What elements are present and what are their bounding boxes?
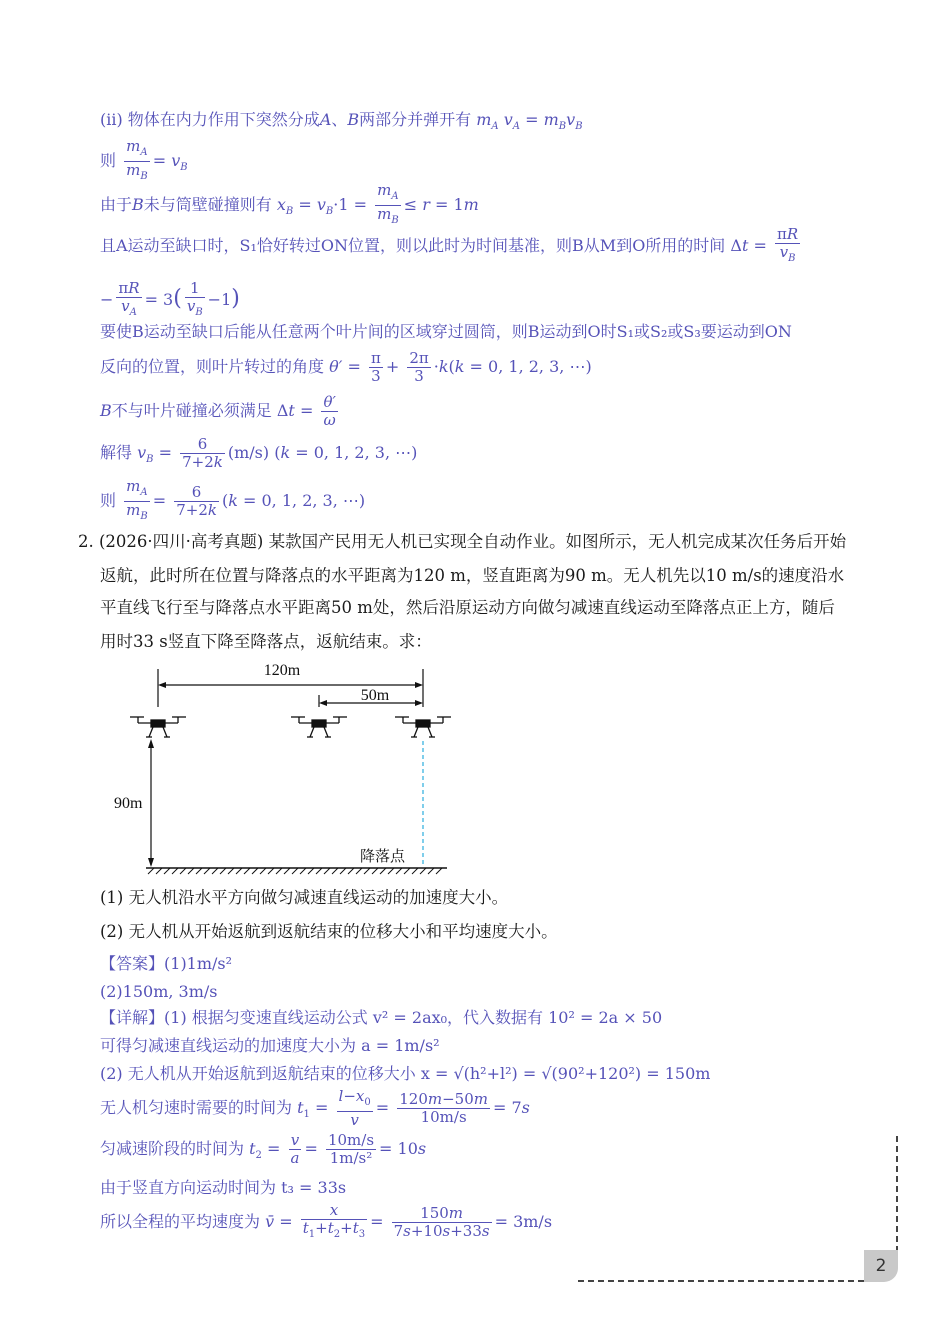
prev-solution-line-3: 由于B未与筒壁碰撞则有 $x_B = v_B\cdot 1$ = $\frac{m_A}{m_B}$ ≤ r = 1m — [100, 181, 479, 226]
prev-solution-line-4: 且A运动至缺口时，S₁恰好转过ON位置，则以此时为时间基准，则B从M到O所用的时间 Δt = $\frac{\pi R}{v_B}$ — [100, 225, 799, 264]
prev-solution-line-2: 则 $\frac{m_A}{m_B}$ = $v_B$ — [100, 137, 188, 182]
problem-line-3: 平直线飞行至与降落点水平距离50 m处，然后沿原运动方向做匀减速直线运动至降落点正上方，随后 — [100, 598, 835, 617]
page-number: 2 — [864, 1250, 898, 1282]
page-corner-dashed-horizontal — [578, 1280, 864, 1282]
detail-line-5: 匀减速阶段的时间为 $t_2$ = $\frac{v}{a}$ = $\frac{10m/s}{\text{1m/s²}}$ = 10s — [100, 1131, 427, 1167]
page-corner-dashed-vertical — [896, 1136, 898, 1252]
detail-line-1: 【详解】(1) 根据匀变速直线运动公式 v² = 2ax₀，代入数据有 10² = 2a × 50 — [100, 1008, 663, 1027]
prev-solution-line-8: B不与叶片碰撞必须满足 Δt = $\frac{\theta'}{\omega}$ — [100, 393, 336, 429]
detail-line-2: 可得匀减速直线运动的加速度大小为 a = 1m/s² — [100, 1036, 440, 1055]
detail-line-7: 所以全程的平均速度为 v̄ = $\frac{x}{t_1+t_2+t_3}$ = $\frac{150m}{7s+10s+33s}$ = 3m/s — [100, 1201, 553, 1240]
label-landing-point: 降落点 — [360, 847, 406, 865]
label-120m: 120m — [263, 662, 301, 679]
prev-solution-line-9: 解得 $v_B$ = $\frac{6}{7+2k}$ (m/s) (k = 0, 1, 2, 3, ⋯) — [100, 435, 418, 471]
answer-line-1 — [100, 954, 232, 974]
drone-icon-end — [395, 717, 451, 737]
prev-solution-line-10: 则 $\frac{m_A}{m_B}$ = $\frac{6}{7+2k}$ (k = 0, 1, 2, 3, ⋯) — [100, 477, 366, 522]
prev-solution-line-6: 要使B运动至缺口后能从任意两个叶片间的区域穿过圆筒，则B运动到O时S₁或S₂或S₃要运动到ON — [100, 322, 792, 341]
question-1: (1) 无人机沿水平方向做匀减速直线运动的加速度大小。 — [100, 888, 509, 907]
problem-line-4: 用时33 s竖直下降至降落点，返航结束。求： — [100, 632, 432, 651]
prev-solution-line-1: (ⅱ) 物体在内力作用下突然分成A、B两部分并弹开有 $m_A$ $v_A = m_Bv_B$ — [100, 110, 583, 133]
drone-icon-middle — [291, 717, 347, 737]
prev-solution-line-5: − $\frac{\pi R}{v_A}$ = 3( $\frac{1}{v_B}$ −1) — [100, 279, 240, 318]
detail-line-4: 无人机匀速时需要的时间为 $t_1$ = $\frac{l-x_0}{v}$ = $\frac{120m-50m}{10m/s}$ = 7s — [100, 1087, 530, 1129]
prev-solution-line-7: 反向的位置，则叶片转过的角度 θ′ = $\frac{\pi}{3}$ + $\frac{2\pi}{3}$ ·k(k = 0, 1, 2, 3, ⋯) — [100, 349, 592, 385]
question-2: (2) 无人机从开始返航到返航结束的位移大小和平均速度大小。 — [100, 922, 558, 941]
problem-line-1: 2. (2026·四川·高考真题) 某款国产民用无人机已实现全自动作业。如图所示，无人机完成某次任务后开始 — [78, 532, 847, 551]
answer-tag: 【答案】 — [100, 954, 165, 973]
answer-line-2: (2)150m, 3m/s — [100, 982, 218, 1001]
detail-line-3: (2) 无人机从开始返航到返航结束的位移大小 x = √(h²+l²) = √(90²+120²) = 150m — [100, 1064, 711, 1083]
problem-line-2: 返航，此时所在位置与降落点的水平距离为120 m，竖直距离为90 m。无人机先以10 m/s的速度沿水 — [100, 566, 845, 585]
detail-tag: 【详解】 — [100, 1008, 165, 1027]
drone-icon-start — [130, 717, 186, 737]
detail-line-6: 由于竖直方向运动时间为 t₃ = 33s — [100, 1178, 347, 1197]
ground-hatch — [148, 868, 442, 874]
drone-diagram — [112, 655, 462, 875]
label-50m: 50m — [360, 687, 390, 704]
label-90m: 90m — [114, 795, 143, 812]
answer-1: (1)1m/s² — [164, 954, 233, 973]
